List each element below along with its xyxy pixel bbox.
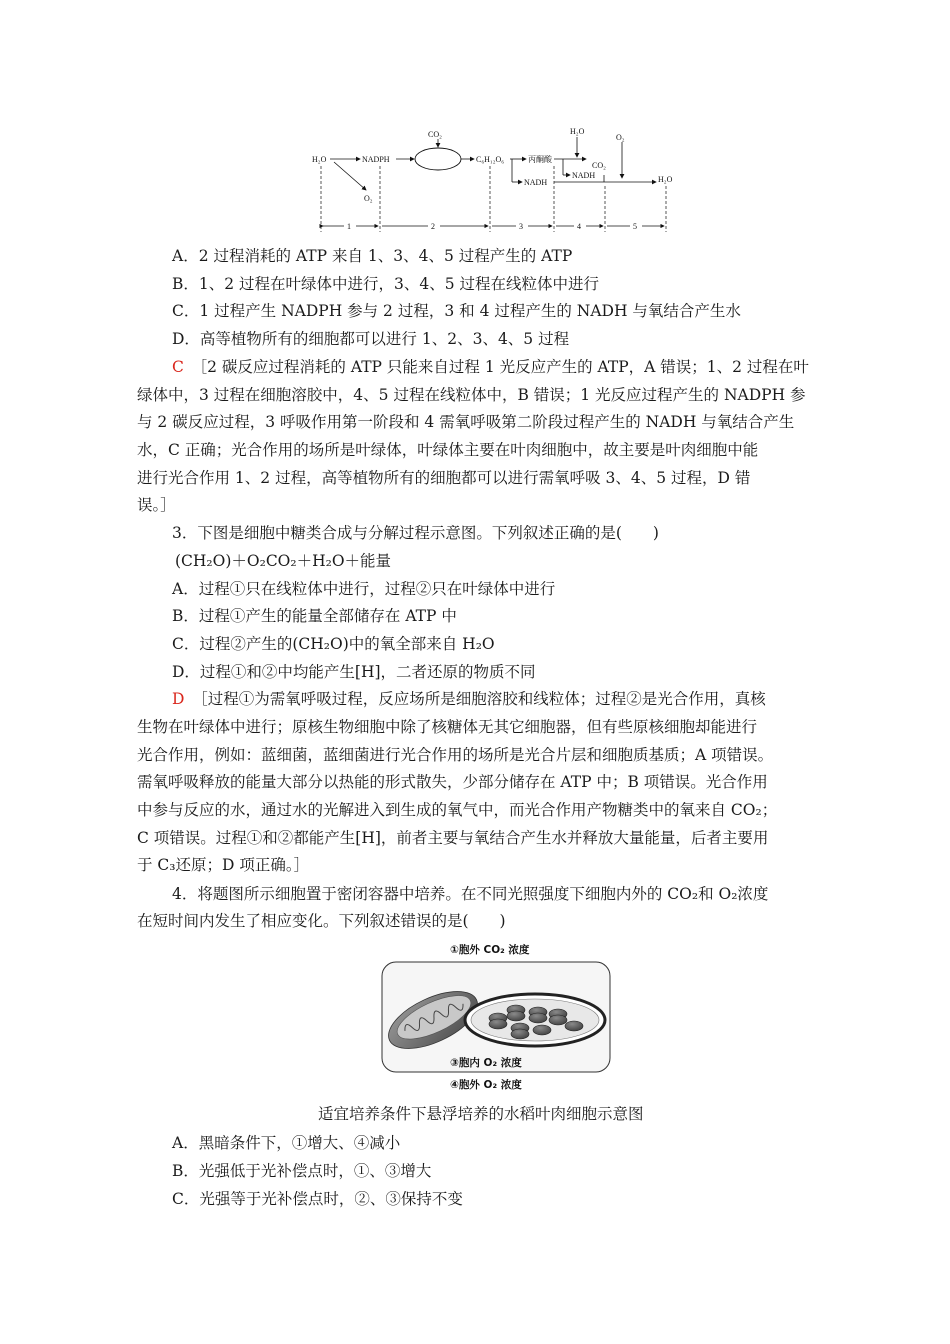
q4-stem-line-1: 4．将题图所示细胞置于密闭容器中培养。在不同光照强度下细胞内外的 CO₂和 O₂浓度 [172, 885, 769, 903]
stage-3: 3 [519, 222, 523, 231]
label-inside-o2: ③胞内 O₂ 浓度 [450, 1057, 522, 1069]
q4-stem-line-2: 在短时间内发生了相应变化。下列叙述错误的是( ) [137, 912, 506, 930]
stage-4: 4 [577, 222, 581, 231]
q3-stem: 3．下图是细胞中糖类合成与分解过程示意图。下列叙述正确的是( ) [172, 524, 659, 542]
q2-option-d: D．高等植物所有的细胞都可以进行 1、2、3、4、5 过程 [172, 330, 570, 348]
q3-explanation-line-6: C 项错误。过程①和②都能产生[H]，前者主要与氧结合产生水并释放大量能量，后者主要用 [137, 829, 769, 847]
label-pyruvate: 丙酮酸 [528, 155, 552, 164]
q2-explanation-line-2: 绿体中，3 过程在细胞溶胶中，4、5 过程在线粒体中，B 错误；1 光反应过程产生的 NADPH 参 [137, 386, 806, 404]
q2-explanation-line-1: C ［2 碳反应过程消耗的 ATP 只能来自过程 1 光反应产生的 ATP，A 错误；1、2 过程在叶 [172, 358, 809, 376]
chloroplast [465, 994, 605, 1046]
q3-explanation-line-2: 生物在叶绿体中进行；原核生物细胞中除了核糖体无其它细胞器，但有些原核细胞却能进行 [137, 718, 758, 736]
label-h2o-start: H₂O [312, 155, 327, 164]
label-o2-top: O₂ [616, 133, 625, 142]
q3-answer: D [172, 690, 185, 708]
q3-explanation-line-4: 需氧呼吸释放的能量大部分以热能的形式散失，少部分储存在 ATP 中；B 项错误。光合作用 [137, 773, 768, 791]
calvin-cycle-ellipse [415, 148, 461, 170]
q3-option-b: B．过程①产生的能量全部储存在 ATP 中 [172, 607, 457, 625]
q3-equation: (CH₂O)＋O₂CO₂＋H₂O＋能量 [175, 552, 392, 570]
label-o2-bottom: O₂ [364, 194, 373, 203]
q3-explanation-line-3: 光合作用，例如：蓝细菌，蓝细菌进行光合作用的场所是光合片层和细胞质基质；A 项错误。 [137, 746, 774, 764]
leaf-cell-diagram [380, 938, 612, 1098]
label-nadh-2: NADH [572, 171, 596, 180]
label-co2-top: CO₂ [428, 130, 442, 139]
q3-option-d: D．过程①和②中均能产生[H]，二者还原的物质不同 [172, 663, 536, 681]
label-h2o-end: H₂O [658, 175, 673, 184]
stage-2: 2 [431, 222, 435, 231]
q3-explanation-line-5: 中参与反应的水，通过水的光解进入到生成的氧气中，而光合作用产物糖类中的氧来自 CO₂； [137, 801, 778, 819]
label-glucose: C₆H₁₂O₆ [476, 155, 505, 164]
label-nadh-1: NADH [524, 178, 548, 187]
q2-option-b: B．1、2 过程在叶绿体中进行，3、4、5 过程在线粒体中进行 [172, 275, 600, 293]
q2-explanation-line-4: 水，C 正确；光合作用的场所是叶绿体，叶绿体主要在叶肉细胞中，故主要是叶肉细胞中能 [137, 441, 759, 459]
q4-option-c: C．光强等于光补偿点时，②、③保持不变 [172, 1190, 463, 1208]
q4-option-b: B．光强低于光补偿点时，①、③增大 [172, 1162, 432, 1180]
q2-answer: C [172, 358, 184, 376]
q3-option-a: A．过程①只在线粒体中进行，过程②只在叶绿体中进行 [172, 580, 556, 598]
label-outside-o2: ④胞外 O₂ 浓度 [450, 1079, 522, 1091]
q3-option-c: C．过程②产生的(CH₂O)中的氧全部来自 H₂O [172, 635, 495, 653]
label-h2o-top: H₂O [570, 127, 585, 136]
label-co2-mid: CO₂ [592, 161, 606, 170]
metabolism-flow-diagram [300, 124, 690, 236]
stage-5: 5 [633, 222, 637, 231]
q3-explanation-line-7: 于 C₃还原；D 项正确。］ [137, 856, 310, 874]
q4-option-a: A．黑暗条件下，①增大、④减小 [172, 1134, 401, 1152]
q3-explanation-line-1: D ［过程①为需氧呼吸过程，反应场所是细胞溶胶和线粒体；过程②是光合作用，真核 [172, 690, 766, 708]
label-nadph: NADPH [362, 155, 390, 164]
q2-explanation-line-5: 进行光合作用 1、2 过程，高等植物所有的细胞都可以进行需氧呼吸 3、4、5 过程，D 错 [137, 469, 751, 487]
cell-diagram-caption: 适宜培养条件下悬浮培养的水稻叶肉细胞示意图 [318, 1105, 644, 1123]
label-outside-co2: ①胞外 CO₂ 浓度 [450, 944, 530, 956]
q2-option-a: A．2 过程消耗的 ATP 来自 1、3、4、5 过程产生的 ATP [172, 247, 573, 265]
q2-option-c: C．1 过程产生 NADPH 参与 2 过程，3 和 4 过程产生的 NADH 与氧结合产生水 [172, 302, 741, 320]
q2-explanation-line-3: 与 2 碳反应过程，3 呼吸作用第一阶段和 4 需氧呼吸第二阶段过程产生的 NADH 与氧结合产生 [137, 413, 795, 431]
stage-1: 1 [347, 222, 351, 231]
q2-explanation-line-6: 误。］ [137, 496, 176, 514]
